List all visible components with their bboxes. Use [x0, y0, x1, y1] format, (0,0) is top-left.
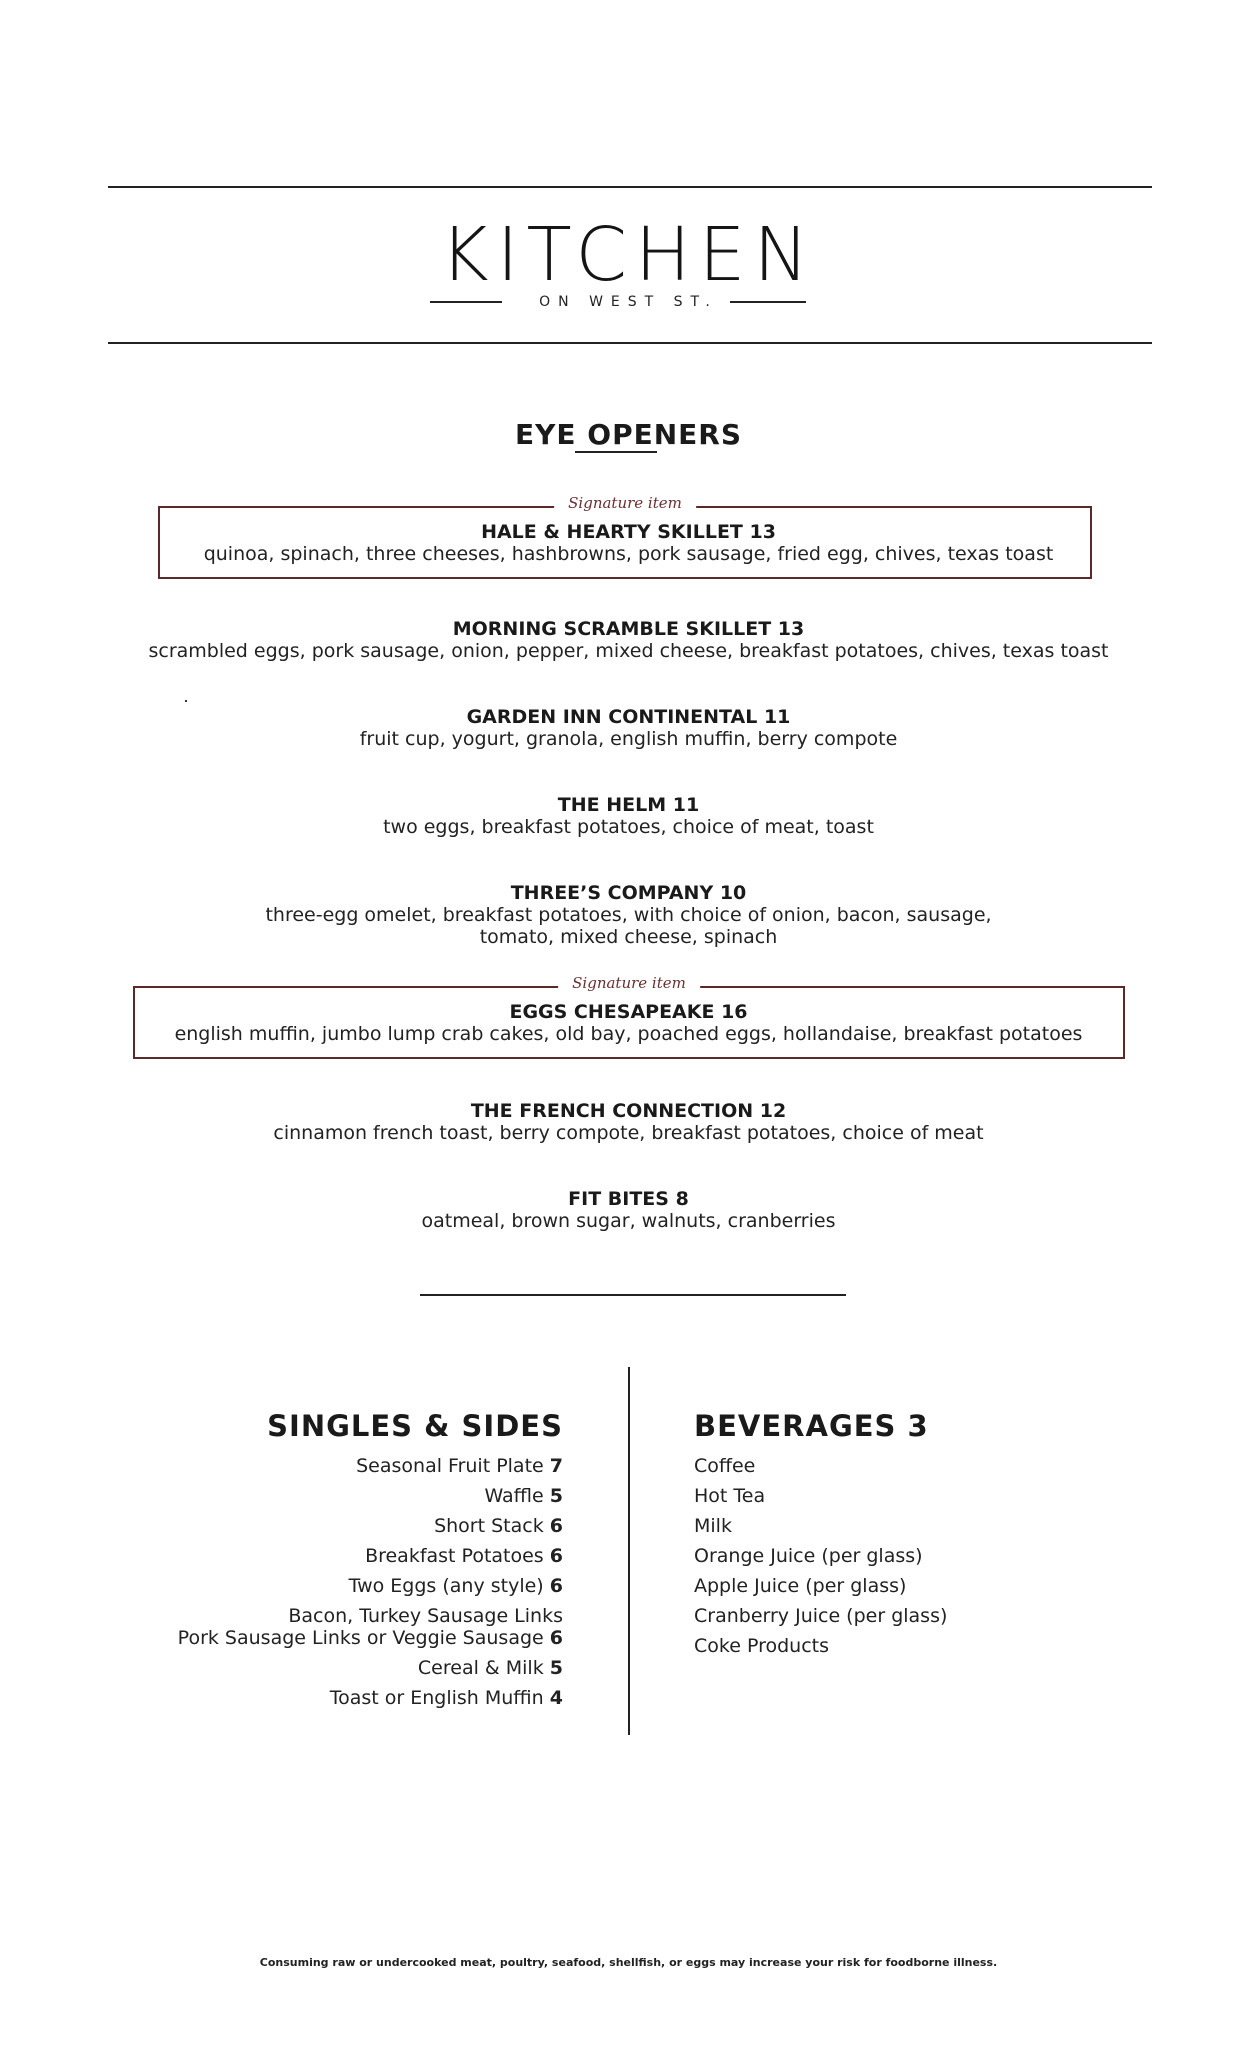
list-item — [178, 1575, 563, 1597]
menu-item-desc-line: three-egg omelet, breakfast potatoes, with choice of onion, bacon, sausage, — [265, 904, 992, 926]
item-price: 6 — [549, 1575, 563, 1597]
beverages-list — [694, 1455, 947, 1665]
signature-label: Signature item — [554, 494, 696, 512]
brand-name: KITCHEN — [440, 212, 817, 298]
signature-label: Signature item — [558, 974, 700, 992]
item-price: 7 — [549, 1455, 563, 1477]
list-item — [178, 1485, 563, 1507]
menu-item — [0, 618, 1257, 662]
item-label-line: Bacon, Turkey Sausage Links — [288, 1605, 563, 1627]
menu-item-name: HALE & HEARTY SKILLET 13 — [481, 521, 776, 543]
list-item: Milk — [694, 1515, 732, 1537]
singles-title: SINGLES & SIDES — [267, 1409, 563, 1443]
menu-item-name: FIT BITES 8 — [568, 1188, 689, 1210]
menu-item-desc: two eggs, breakfast potatoes, choice of meat, toast — [383, 816, 874, 838]
menu-item — [0, 882, 1257, 948]
list-item: Cranberry Juice (per glass) — [694, 1605, 948, 1627]
list-item: Orange Juice (per glass) — [694, 1545, 923, 1567]
footer-disclaimer: Consuming raw or undercooked meat, poultry, seafood, shellfish, or eggs may increase your risk for foodborne illness. — [259, 1956, 998, 1969]
list-item — [178, 1515, 563, 1537]
menu-item — [0, 794, 1257, 838]
menu-item — [0, 706, 1257, 750]
item-price: 4 — [549, 1687, 563, 1709]
section-title: EYE OPENERS — [514, 418, 742, 451]
item-label: Waffle — [484, 1485, 544, 1507]
list-item: Coke Products — [694, 1635, 829, 1657]
header-top-rule — [108, 186, 1152, 188]
list-item — [178, 1657, 563, 1679]
list-item: Coffee — [694, 1455, 756, 1477]
item-price: 6 — [549, 1545, 563, 1567]
menu-item-desc-line: tomato, mixed cheese, spinach — [479, 926, 778, 948]
list-item — [178, 1545, 563, 1567]
menu-item — [0, 1188, 1257, 1232]
section-title-underline — [575, 451, 657, 453]
menu-item-desc: cinnamon french toast, berry compote, breakfast potatoes, choice of meat — [273, 1122, 984, 1144]
menu-item — [0, 1100, 1257, 1144]
item-price: 5 — [549, 1485, 563, 1507]
section-divider — [420, 1294, 846, 1296]
menu-item-desc: english muffin, jumbo lump crab cakes, old bay, poached eggs, hollandaise, breakfast potatoes — [174, 1023, 1083, 1045]
menu-item-desc: scrambled eggs, pork sausage, onion, pepper, mixed cheese, breakfast potatoes, chives, texas toast — [148, 640, 1109, 662]
item-label: Cereal & Milk — [417, 1657, 544, 1679]
menu-item-desc: quinoa, spinach, three cheeses, hashbrowns, pork sausage, fried egg, chives, texas toast — [203, 543, 1054, 565]
menu-item-name: THREE’S COMPANY 10 — [510, 882, 747, 904]
stray-dot — [185, 700, 187, 702]
list-item — [178, 1455, 563, 1477]
singles-list — [178, 1455, 563, 1717]
item-label: Breakfast Potatoes — [365, 1545, 544, 1567]
brand-tagline: ON WEST ST. — [539, 294, 718, 310]
item-price: 6 — [549, 1515, 563, 1537]
menu-item — [0, 521, 1257, 565]
menu-item-name: MORNING SCRAMBLE SKILLET 13 — [452, 618, 805, 640]
menu-item-desc: oatmeal, brown sugar, walnuts, cranberries — [421, 1210, 836, 1232]
menu-item-name: THE FRENCH CONNECTION 12 — [470, 1100, 787, 1122]
item-label: Toast or English Muffin — [329, 1687, 544, 1709]
item-label: Short Stack — [434, 1515, 544, 1537]
menu-item-desc: fruit cup, yogurt, granola, english muffin, berry compote — [359, 728, 898, 750]
header-bottom-rule — [108, 342, 1152, 344]
item-label-line: Pork Sausage Links or Veggie Sausage — [177, 1627, 544, 1649]
column-divider — [628, 1367, 630, 1735]
menu-item-name: THE HELM 11 — [557, 794, 700, 816]
item-price: 6 — [549, 1627, 563, 1649]
item-label: Seasonal Fruit Plate — [356, 1455, 544, 1477]
list-item — [178, 1605, 563, 1649]
beverages-title: BEVERAGES 3 — [694, 1409, 929, 1443]
list-item — [178, 1687, 563, 1709]
item-price: 5 — [549, 1657, 563, 1679]
menu-item-name: GARDEN INN CONTINENTAL 11 — [466, 706, 791, 728]
list-item: Apple Juice (per glass) — [694, 1575, 907, 1597]
menu-item — [0, 1001, 1257, 1045]
menu-item-name: EGGS CHESAPEAKE 16 — [509, 1001, 748, 1023]
list-item: Hot Tea — [694, 1485, 766, 1507]
item-label: Two Eggs (any style) — [348, 1575, 544, 1597]
brand-line-right — [730, 301, 806, 303]
